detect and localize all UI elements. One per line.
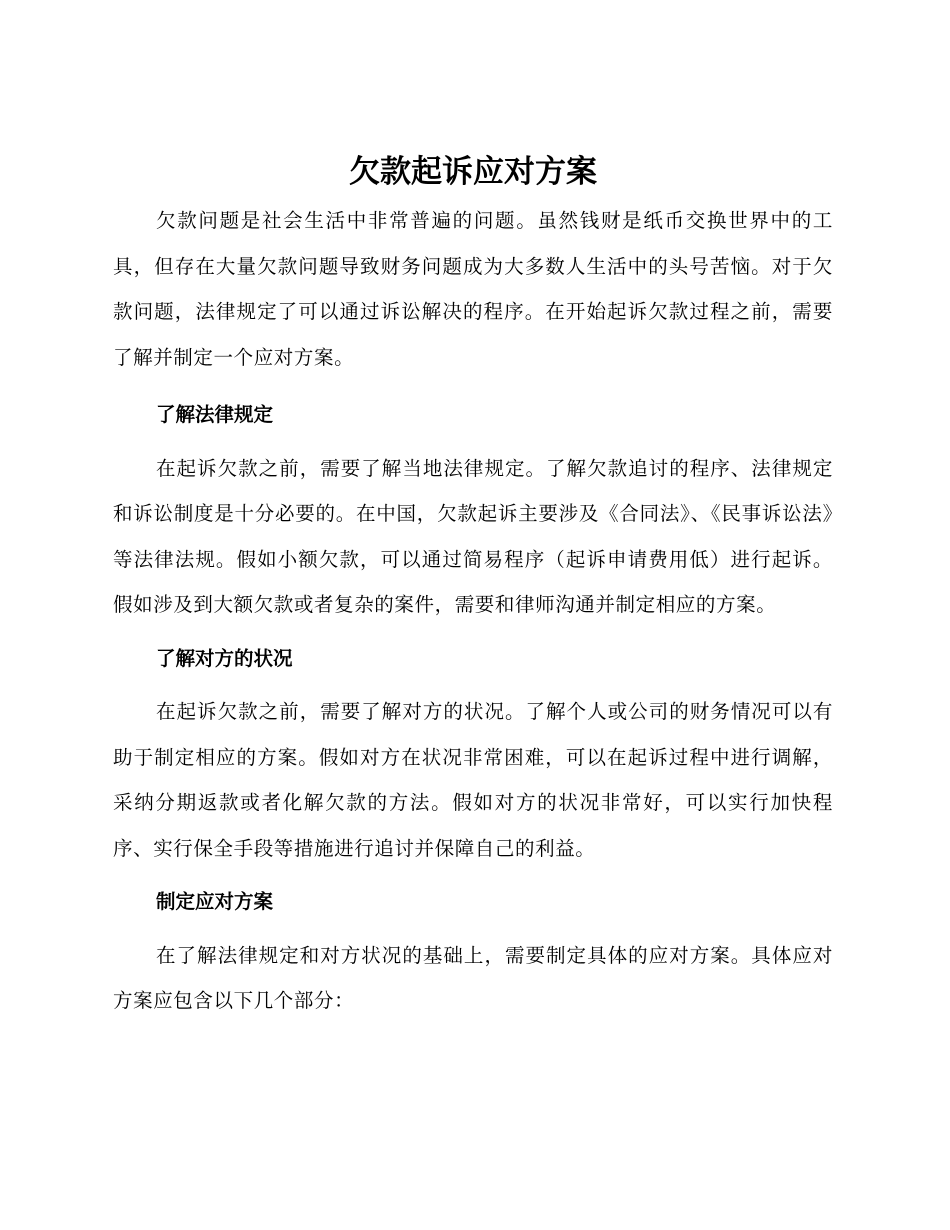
section-heading-counterparty: 了解对方的状况 xyxy=(156,646,293,670)
section-heading-plan: 制定应对方案 xyxy=(156,890,274,913)
section-body-counterparty: 在起诉欠款之前，需要了解对方的状况。了解个人或公司的财务情况可以有助于制定相应的方案。假如对方在状况非常困难，可以在起诉过程中进行调解，采纳分期返款或者化解欠款的方法。假如对方的状况非常好，可以实行加快程序、实行保全手段等措施进行追讨并保障自己的利益。 xyxy=(113,700,833,860)
section-body-legal: 在起诉欠款之前，需要了解当地法律规定。了解欠款追讨的程序、法律规定和诉讼制度是十分必要的。在中国，欠款起诉主要涉及《合同法》、《民事诉讼法》等法律法规。假如小额欠款，可以通过简易程序（起诉申请费用低）进行起诉。假如涉及到大额欠款或者复杂的案件，需要和律师沟通并制定相应的方案。 xyxy=(113,456,833,616)
document-title: 欠款起诉应对方案 xyxy=(349,154,597,190)
section-heading-legal: 了解法律规定 xyxy=(156,403,274,426)
document-content xyxy=(113,146,833,1024)
intro-paragraph: 欠款问题是社会生活中非常普遍的问题。虽然钱财是纸币交换世界中的工具，但存在大量欠款问题导致财务问题成为大多数人生活中的头号苦恼。对于欠款问题，法律规定了可以通过诉讼解决的程序。在开始起诉欠款过程之前，需要了解并制定一个应对方案。 xyxy=(113,209,833,369)
section-body-plan: 在了解法律规定和对方状况的基础上，需要制定具体的应对方案。具体应对方案应包含以下几个部分： xyxy=(113,943,833,1012)
